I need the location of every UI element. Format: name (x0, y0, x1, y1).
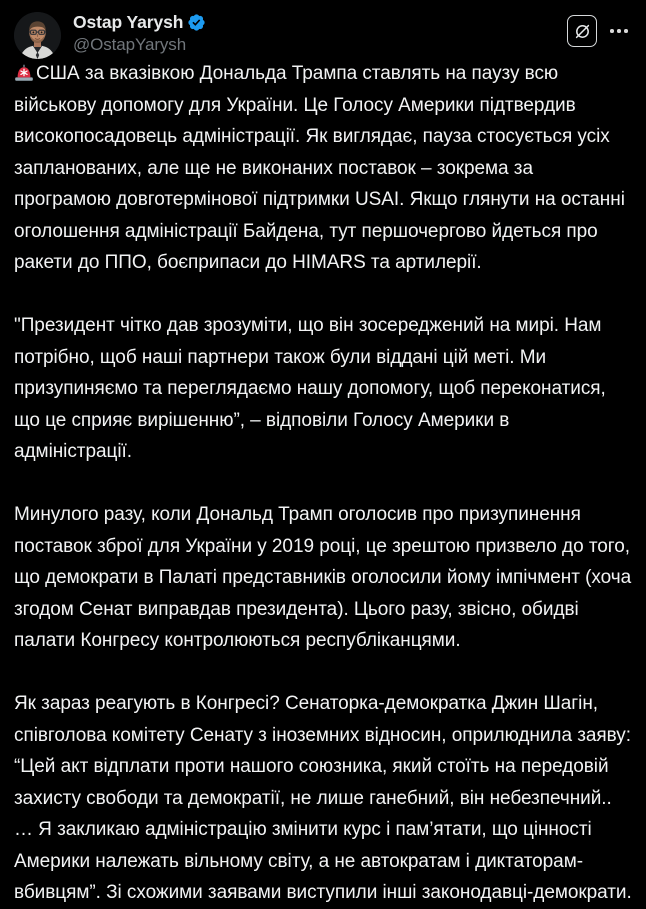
display-name: Ostap Yarysh (73, 12, 184, 32)
post-header (0, 0, 646, 58)
more-dot-3 (624, 29, 628, 33)
name-row[interactable] (73, 12, 567, 32)
verified-badge-icon (187, 13, 206, 32)
avatar[interactable] (14, 12, 61, 59)
post-paragraph-4: Як зараз реагують в Конгресі? Сенаторка-демократка Джин Шагін, співголова комітету Сенату з іноземних відносин, оприлюднила заяву: “Цей акт відплати проти нашого союзника, який стоїть на передовій захисту свободи та демократії, не лише ганебний, він небезпечний.. … Я закликаю адміністрацію змінити курс і пам’ятати, що цінності Америки належать вільному світу, а не автократам і диктаторам-вбивцям”. Зі схожими заявами виступили інші законодавці-демократи. (14, 693, 637, 903)
police-car-light-emoji (14, 63, 35, 82)
header-actions (567, 15, 633, 47)
post-text-body (0, 58, 646, 909)
grok-icon-button[interactable] (567, 15, 597, 47)
post-paragraph-3: Минулого разу, коли Дональд Трамп оголосив про призупинення поставок зброї для України у 2019 році, це зрештою призвело до того, що демократи в Палаті представників оголосили йому імпічмент (хоча згодом Сенат виправдав президента). Цього разу, звісно, обидві палати Конгресу контролюються республіканцями. (14, 504, 637, 651)
post-paragraph-1-text: США за вказівкою Дональда Трампа ставлять на паузу всю військову допомогу для України. Це Голосу Америки підтвердив високопосадовець адміністрації. Як виглядає, пауза стосується усіх запланованих, але ще не виконаних поставок – зокрема за програмою довготермінової підтримки USAI. Якщо глянути на останні оголошення адміністрації Байдена, тут першочергово йдеться про ракети до ППО, боєприпаси до HIMARS та артилерії. (14, 63, 631, 273)
post-paragraph-2: "Президент чітко дав зрозуміти, що він зосереджений на мирі. Нам потрібно, щоб наші партнери також були віддані цій меті. Ми призупиняємо та переглядаємо нашу допомогу, щоб переконатися, що це сприяє вирішенню”, – відповіли Голосу Америки в адміністрації. (14, 315, 611, 462)
more-dot-2 (617, 29, 621, 33)
more-dot-1 (610, 29, 614, 33)
identity-block (73, 11, 567, 56)
post-paragraph-1 (14, 58, 632, 279)
more-options-button[interactable] (605, 17, 633, 45)
user-handle[interactable]: @OstapYarysh (73, 35, 187, 54)
